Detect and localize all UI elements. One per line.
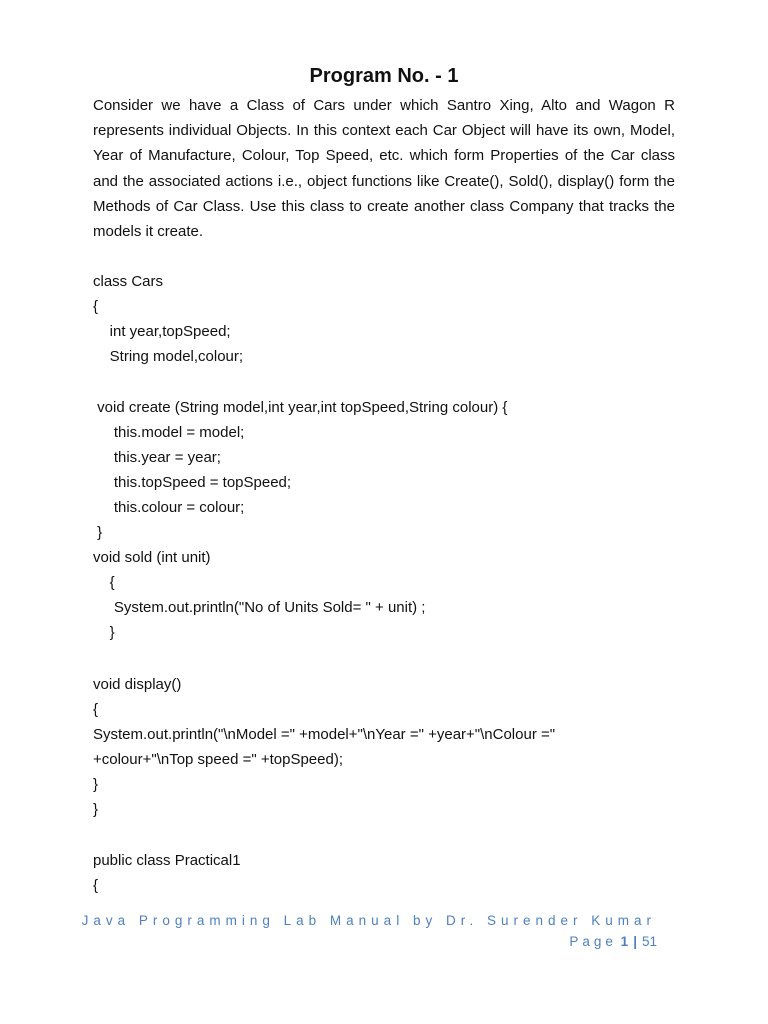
code-line: int year,topSpeed; xyxy=(93,323,231,340)
code-line: String model,colour; xyxy=(93,348,244,365)
code-line: } xyxy=(93,776,99,793)
page-separator: | xyxy=(633,934,637,949)
code-line: void create (String model,int year,int topSpeed,String colour) { xyxy=(93,399,508,416)
code-line: class Cars xyxy=(93,273,164,290)
code-line: { xyxy=(93,701,99,718)
code-line: public class Practical1 xyxy=(93,852,241,869)
code-line: System.out.println("\nModel =" +model+"\nYear =" +year+"\nColour =" xyxy=(93,726,556,743)
code-line: this.topSpeed = topSpeed; xyxy=(93,474,292,491)
page-number-footer xyxy=(0,932,657,952)
code-line: } xyxy=(93,524,103,541)
code-line: { xyxy=(93,574,115,591)
page-title: Program No. - 1 xyxy=(309,65,459,87)
page-number: 1 xyxy=(620,934,629,949)
code-line: void sold (int unit) xyxy=(93,549,211,566)
code-line: this.model = model; xyxy=(93,424,245,441)
footer-manual-title: Java Programming Lab Manual by Dr. Surender Kumar xyxy=(81,913,656,928)
total-pages: 51 xyxy=(641,934,657,949)
code-line: } xyxy=(93,801,99,818)
code-line: { xyxy=(93,877,99,894)
code-line: +colour+"\nTop speed =" +topSpeed); xyxy=(93,751,343,768)
code-line: System.out.println("No of Units Sold= " + unit) ; xyxy=(93,599,426,616)
code-line: void display() xyxy=(93,676,182,693)
intro-paragraph: Consider we have a Class of Cars under which Santro Xing, Alto and Wagon R represents individual Objects. In this context each Car Object will have its own, Model, Year of Manufacture, Colour, Top Speed, etc. which form Properties of the Car class and the associated actions i.e., object functions like Create(), Sold(), display() form the Methods of Car Class. Use this class to create another class Company that tracks the models it create. xyxy=(93,97,675,241)
code-line: this.colour = colour; xyxy=(93,499,245,516)
code-line: { xyxy=(93,298,99,315)
code-line: this.year = year; xyxy=(93,449,221,466)
code-line: } xyxy=(93,624,115,641)
page-label: Page xyxy=(569,934,617,949)
